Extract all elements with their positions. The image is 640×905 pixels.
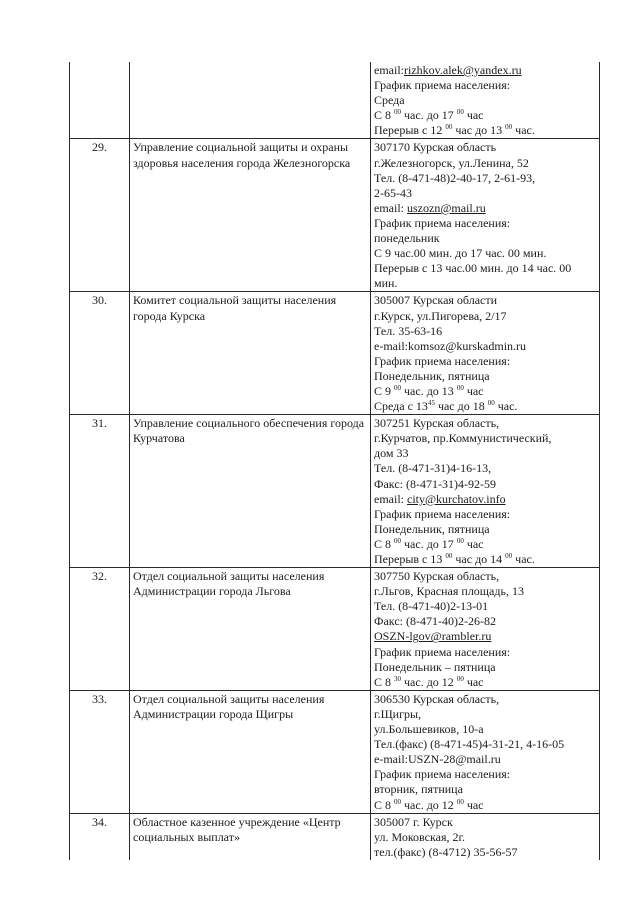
contact-line: [374, 645, 596, 660]
institution-name: Управление социального обеспечения города Курчатова: [130, 415, 371, 568]
contact-line: [374, 522, 596, 537]
institution-name: Управление социальной защиты и охраны здоровья населения города Железногорска: [130, 139, 371, 292]
contact-text: 305007 г. Курск: [374, 814, 453, 829]
contact-line: [374, 660, 596, 675]
contact-line: Перерыв с 13 $^{00}$ час до 14 $^{00}$ час.: [374, 552, 535, 566]
table-row: [70, 690, 600, 813]
contact-text: Тел. (8-471-31)4-16-13,: [374, 461, 492, 476]
contact-line: [374, 446, 596, 461]
contact-text: ул. Моковская, 2г.: [374, 829, 466, 844]
contact-info: [371, 690, 600, 813]
contact-text: 307170 Курская область: [374, 140, 497, 155]
contact-line: [374, 293, 596, 308]
contact-text: График приема населения:: [374, 767, 511, 782]
table-body: [70, 62, 600, 860]
contact-text: С 9 час.00 мин. до 17 час. 00 мин.: [374, 246, 547, 261]
contact-line: [374, 830, 596, 845]
contact-info: [371, 415, 600, 568]
email-link[interactable]: uszozn@mail.ru: [407, 200, 486, 215]
contact-info: [371, 292, 600, 415]
contact-text: г.Железногорск, ул.Ленина, 52: [374, 155, 529, 170]
contact-text: Тел. (8-471-40)2-13-01: [374, 599, 489, 614]
table-row: [70, 813, 600, 860]
email-link[interactable]: OSZN-lgov@rambler.ru: [374, 629, 492, 644]
contact-line: [374, 140, 596, 155]
contact-line: [374, 461, 596, 476]
contact-line: [374, 156, 596, 171]
contact-text: Тел.(факс) (8-471-45)4-31-21, 4-16-05: [374, 737, 565, 752]
contact-text: Перерыв с 13 час.00 мин. до 14 час. 00: [374, 261, 572, 276]
row-number: 33.: [70, 690, 130, 813]
email-link[interactable]: city@kurchatov.info: [407, 491, 506, 506]
contact-line: [374, 782, 596, 797]
contact-text: мин.: [374, 276, 398, 291]
contact-text: График приема населения:: [374, 215, 511, 230]
contact-text: 307251 Курская область,: [374, 416, 500, 431]
contact-line: [374, 722, 596, 737]
contact-line: С 8 $^{00}$ час. до 17 $^{00}$ час: [374, 108, 484, 123]
contact-text: Понедельник – пятница: [374, 659, 496, 674]
institution-name: [130, 62, 371, 139]
contact-line: [374, 845, 596, 860]
contact-line: [374, 614, 596, 629]
contact-text: email:: [374, 491, 407, 506]
contact-line: [374, 767, 596, 782]
institution-name: Областное казенное учреждение «Центр социальных выплат»: [130, 813, 371, 860]
row-number: [70, 62, 130, 139]
contact-line: [374, 692, 596, 707]
contact-text: e-mail:komsoz@kurskadmin.ru: [374, 338, 527, 353]
contact-text: дом 33: [374, 446, 409, 461]
contact-text: Понедельник, пятница: [374, 368, 490, 383]
contact-line: [374, 171, 596, 186]
contact-text: вторник, пятница: [374, 782, 463, 797]
institution-name: Отдел социальной защиты населения Администрации города Щигры: [130, 690, 371, 813]
contact-line: [374, 707, 596, 722]
contact-line: [374, 324, 596, 339]
contact-line: [374, 584, 596, 599]
contact-line: [374, 431, 596, 446]
contact-text: Тел. (8-471-48)2-40-17, 2-61-93,: [374, 170, 536, 185]
table-row: [70, 62, 600, 139]
contact-text: График приема населения:: [374, 644, 511, 659]
row-number: 29.: [70, 139, 130, 292]
institution-name: Комитет социальной защиты населения города Курска: [130, 292, 371, 415]
contact-info: [371, 813, 600, 860]
contact-line: [374, 63, 596, 78]
contact-line: [374, 507, 596, 522]
institution-name: Отдел социальной защиты населения Администрации города Льгова: [130, 568, 371, 691]
contact-text: г.Щигры,: [374, 706, 422, 721]
contact-text: ул.Большевиков, 10-а: [374, 722, 484, 737]
contact-text: понедельник: [374, 231, 440, 246]
contact-text: 305007 Курская области: [374, 293, 498, 308]
contact-text: г.Льгов, Красная площадь, 13: [374, 584, 524, 599]
contact-line: С 8 $^{00}$ час. до 12 $^{00}$ час: [374, 797, 484, 812]
institutions-table: [69, 62, 600, 860]
contact-line: [374, 416, 596, 431]
contact-text: г.Курчатов, пр.Коммунистический,: [374, 431, 552, 446]
contact-text: тел.(факс) (8-4712) 35-56-57: [374, 844, 518, 859]
contact-line: [374, 201, 596, 216]
table-row: [70, 139, 600, 292]
contact-text: График приема населения:: [374, 506, 511, 521]
contact-line: [374, 276, 596, 291]
contact-line: [374, 354, 596, 369]
contact-line: [374, 93, 596, 108]
table-row: [70, 292, 600, 415]
contact-line: Среда с $13^{45}$ час до 18 $^{00}$ час.: [374, 399, 518, 414]
contact-line: [374, 752, 596, 767]
contact-line: [374, 599, 596, 614]
contact-text: г.Курск, ул.Пигорева, 2/17: [374, 308, 507, 323]
contact-line: С 8 $^{30}$ час. до 12 $^{00}$ час: [374, 674, 484, 689]
contact-line: [374, 216, 596, 231]
contact-info: [371, 62, 600, 139]
email-link[interactable]: rizhkov.alek@yandex.ru: [404, 63, 522, 77]
contact-line: [374, 629, 596, 644]
contact-text: График приема населения:: [374, 78, 511, 93]
contact-text: 306530 Курская область,: [374, 691, 500, 706]
contact-text: 307750 Курская область,: [374, 569, 500, 584]
row-number: 31.: [70, 415, 130, 568]
contact-line: [374, 477, 596, 492]
contact-text: email:: [374, 63, 404, 77]
contact-line: [374, 339, 596, 354]
contact-line: [374, 186, 596, 201]
contact-text: Факс: (8-471-40)2-26-82: [374, 614, 496, 629]
table-row: [70, 415, 600, 568]
contact-info: [371, 139, 600, 292]
table-row: [70, 568, 600, 691]
contact-text: Тел. 35-63-16: [374, 323, 443, 338]
contact-line: [374, 78, 596, 93]
contact-line: С 9 $^{00}$ час. до 13 $^{00}$ час: [374, 383, 484, 398]
contact-line: [374, 231, 596, 246]
row-number: 34.: [70, 813, 130, 860]
contact-line: С 8 $^{00}$ час. до 17 $^{00}$ час: [374, 536, 484, 551]
contact-line: [374, 246, 596, 261]
contact-line: [374, 569, 596, 584]
contact-text: Понедельник, пятница: [374, 521, 490, 536]
row-number: 32.: [70, 568, 130, 691]
contact-info: [371, 568, 600, 691]
contact-line: Перерыв с 12 $^{00}$ час до 13 $^{00}$ час.: [374, 123, 535, 138]
contact-text: Факс: (8-471-31)4-92-59: [374, 476, 496, 491]
contact-line: [374, 369, 596, 384]
contact-text: 2-65-43: [374, 185, 412, 200]
contact-line: [374, 309, 596, 324]
row-number: 30.: [70, 292, 130, 415]
contact-text: e-mail:USZN-28@mail.ru: [374, 752, 501, 767]
contact-text: Среда: [374, 93, 405, 108]
contact-line: [374, 261, 596, 276]
contact-text: email:: [374, 200, 407, 215]
contact-line: [374, 492, 596, 507]
contact-text: График приема населения:: [374, 353, 511, 368]
contact-line: [374, 737, 596, 752]
contact-line: [374, 815, 596, 830]
